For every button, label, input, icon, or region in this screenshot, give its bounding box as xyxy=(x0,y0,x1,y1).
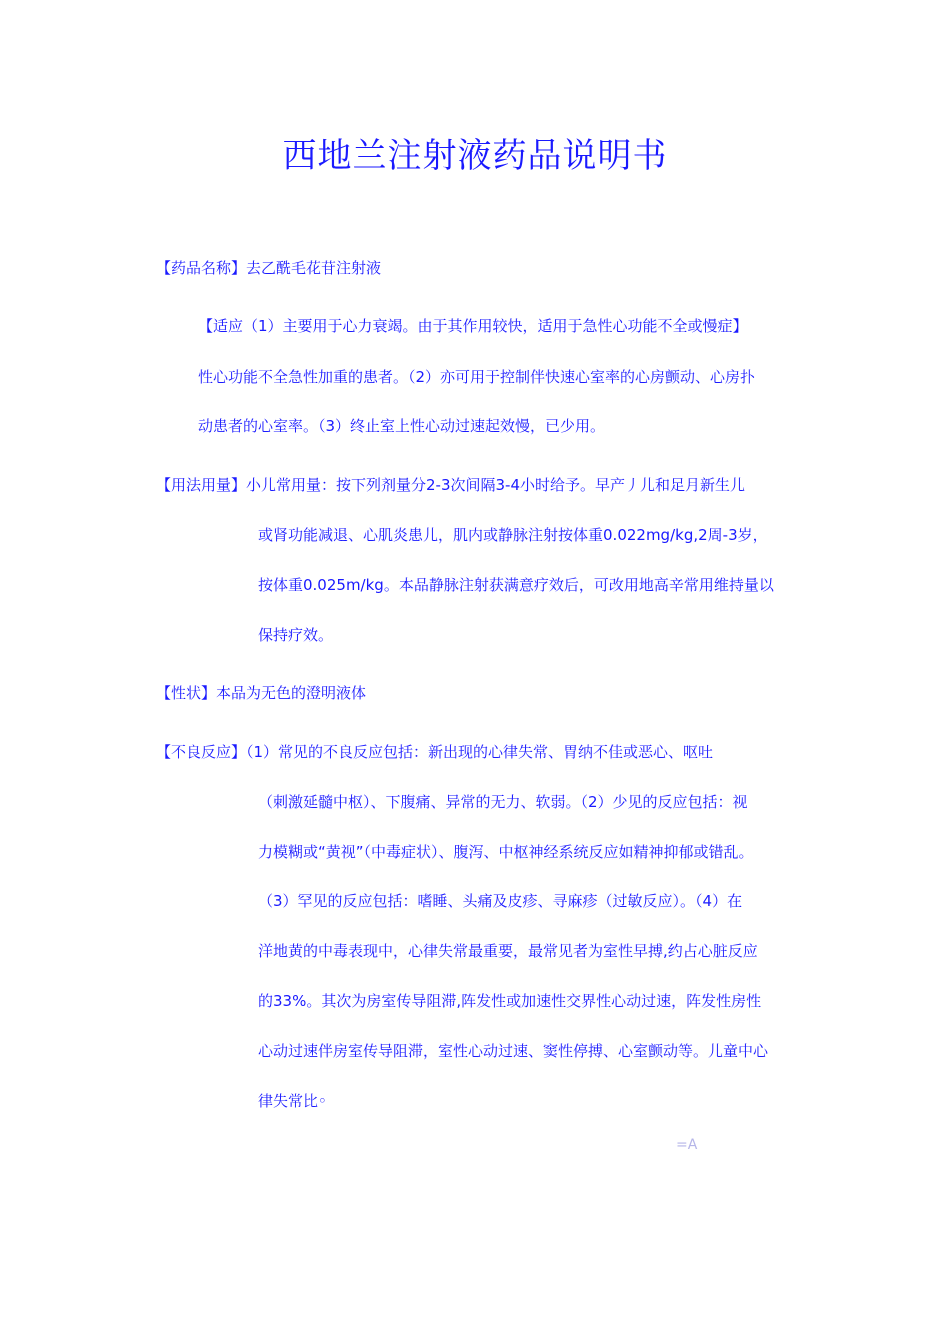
indication-line-1 xyxy=(198,316,748,336)
drug-name-value: 去乙酰毛花苷注射液 xyxy=(246,259,382,277)
adverse-line-5: 洋地黄的中毒表现中，心律失常最重要，最常见者为室性早搏,约占心脏反应 xyxy=(258,942,758,960)
indication-text-1: （1）主要用于心力衰竭。由于其作用较快，适用于急性心功能不全或慢症】 xyxy=(243,317,748,335)
adverse-line-4: （3）罕见的反应包括：嗜睡、头痛及皮疹、寻麻疹（过敏反应）。（4）在 xyxy=(258,892,743,910)
adverse-line-7: 心动过速伴房室传导阻滞，室性心动过速、窦性停搏、心室颤动等。儿童中心 xyxy=(258,1042,769,1060)
adverse-label: 【不良反应】 xyxy=(156,743,247,761)
dosage-line-1 xyxy=(156,475,745,495)
appearance-value: 本品为无色的澄明液体 xyxy=(216,684,367,702)
adverse-text-1: （1）常见的不良反应包括：新出现的心律失常、胃纳不佳或恶心、呕吐 xyxy=(246,743,714,761)
dosage-line-2: 或肾功能减退、心肌炎患儿，肌内或静脉注射按体重0.022mg/kg,2周-3岁， xyxy=(258,526,768,544)
dosage-line-3: 按体重0.025m/kg。本品静脉注射获满意疗效后，可改用地高辛常用维持量以 xyxy=(258,576,774,594)
indication-line-3: 动患者的心室率。（3）终止室上性心动过速起效慢，已少用。 xyxy=(198,417,606,435)
dosage-line-4: 保持疗效。 xyxy=(258,626,334,644)
drug-name-label: 【药品名称】 xyxy=(156,259,247,277)
adverse-line-2: （刺激延髓中枢）、下腹痛、异常的无力、软弱。（2）少见的反应包括：视 xyxy=(258,793,748,811)
appearance-row xyxy=(156,683,366,703)
dosage-label: 【用法用量】 xyxy=(156,476,247,494)
indication-line-2: 性心功能不全急性加重的患者。（2）亦可用于控制伴快速心室率的心房颤动、心房扑 xyxy=(198,368,756,386)
adverse-line-1 xyxy=(156,742,713,762)
dosage-text-1: 小儿常用量：按下列剂量分2-3次间隔3-4小时给予。早产丿儿和足月新生儿 xyxy=(246,476,746,494)
adverse-line-3: 力模糊或“黄视”（中毒症状）、腹泻、中枢神经系统反应如精神抑郁或错乱。 xyxy=(258,843,754,861)
document-title: 西地兰注射液药品说明书 xyxy=(282,136,668,176)
adverse-line-6: 的33%。其次为房室传导阻滞,阵发性或加速性交界性心动过速，阵发性房性 xyxy=(258,992,762,1010)
adverse-line-8: 律失常比◦ xyxy=(258,1092,327,1110)
indication-label: 【适应 xyxy=(198,317,244,335)
appearance-label: 【性状】 xyxy=(156,684,217,702)
footer-mark: =A xyxy=(676,1137,698,1153)
drug-name-row xyxy=(156,258,381,278)
